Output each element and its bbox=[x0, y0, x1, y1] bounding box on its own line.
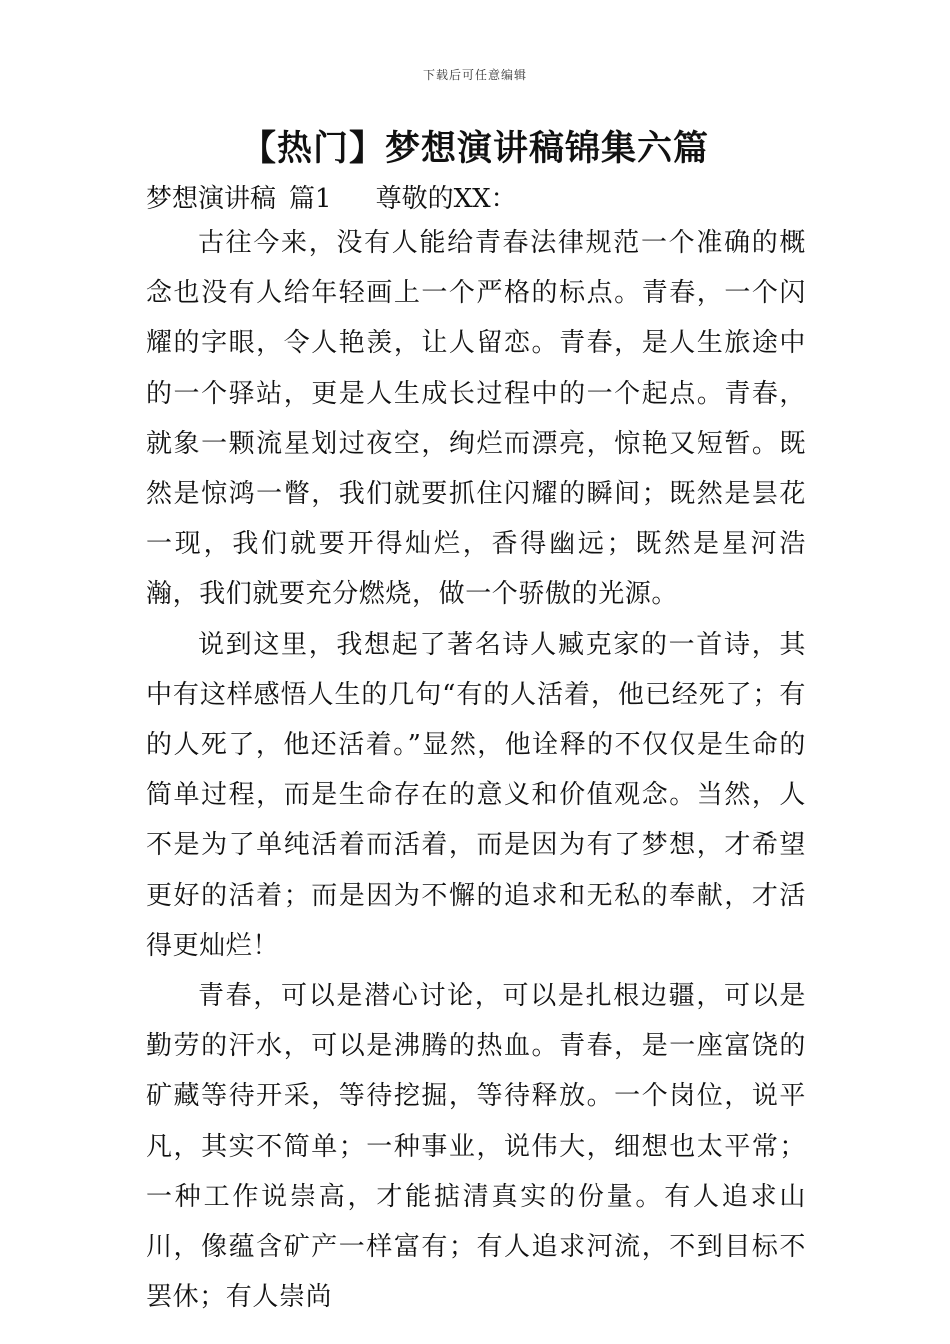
header-note: 下载后可任意编辑 bbox=[422, 68, 527, 82]
salutation: 尊敬的XX： bbox=[375, 184, 517, 214]
paragraph: 说到这里，我想起了著名诗人臧克家的一首诗，其中有这样感悟人生的几句“有的人活着，他已经死了；有的人死了，他还活着。”显然，他诠释的不仅仅是生命的简单过程，而是生命存在的意义和价值观念。当然，人不是为了单纯活着而活着，而是因为有了梦想，才希望更好的活着；而是因为不懈的追求和无私的奉献，才活得更灿烂！ bbox=[146, 629, 806, 961]
section-heading: 梦想演讲稿 bbox=[146, 184, 277, 214]
section-number: 篇1 bbox=[289, 184, 332, 214]
section-heading-line bbox=[146, 180, 806, 218]
paragraph: 古往今来，没有人能给青春法律规范一个准确的概念也没有人给年轻画上一个严格的标点。青春，一个闪耀的字眼，令人艳羡，让人留恋。青春，是人生旅途中的一个驿站，更是人生成长过程中的一个起点。青春，就象一颗流星划过夜空，绚烂而漂亮，惊艳又短暂。既然是惊鸿一瞥，我们就要抓住闪耀的瞬间；既然是昙花一现，我们就要开得灿烂，香得幽远；既然是星河浩瀚，我们就要充分燃烧，做一个骄傲的光源。 bbox=[146, 228, 806, 610]
paragraph: 青春，可以是潜心讨论，可以是扎根边疆，可以是勤劳的汗水，可以是沸腾的热血。青春，是一座富饶的矿藏等待开采，等待挖掘，等待释放。一个岗位，说平凡，其实不简单；一种事业，说伟大，细想也太平常；一种工作说崇高，才能掂清真实的份量。有人追求山川，像蕴含矿产一样富有；有人追求河流，不到目标不罢休；有人崇尚 bbox=[146, 981, 806, 1313]
document-body bbox=[146, 180, 806, 1322]
document-title: 【热门】梦想演讲稿锦集六篇 bbox=[240, 129, 709, 169]
